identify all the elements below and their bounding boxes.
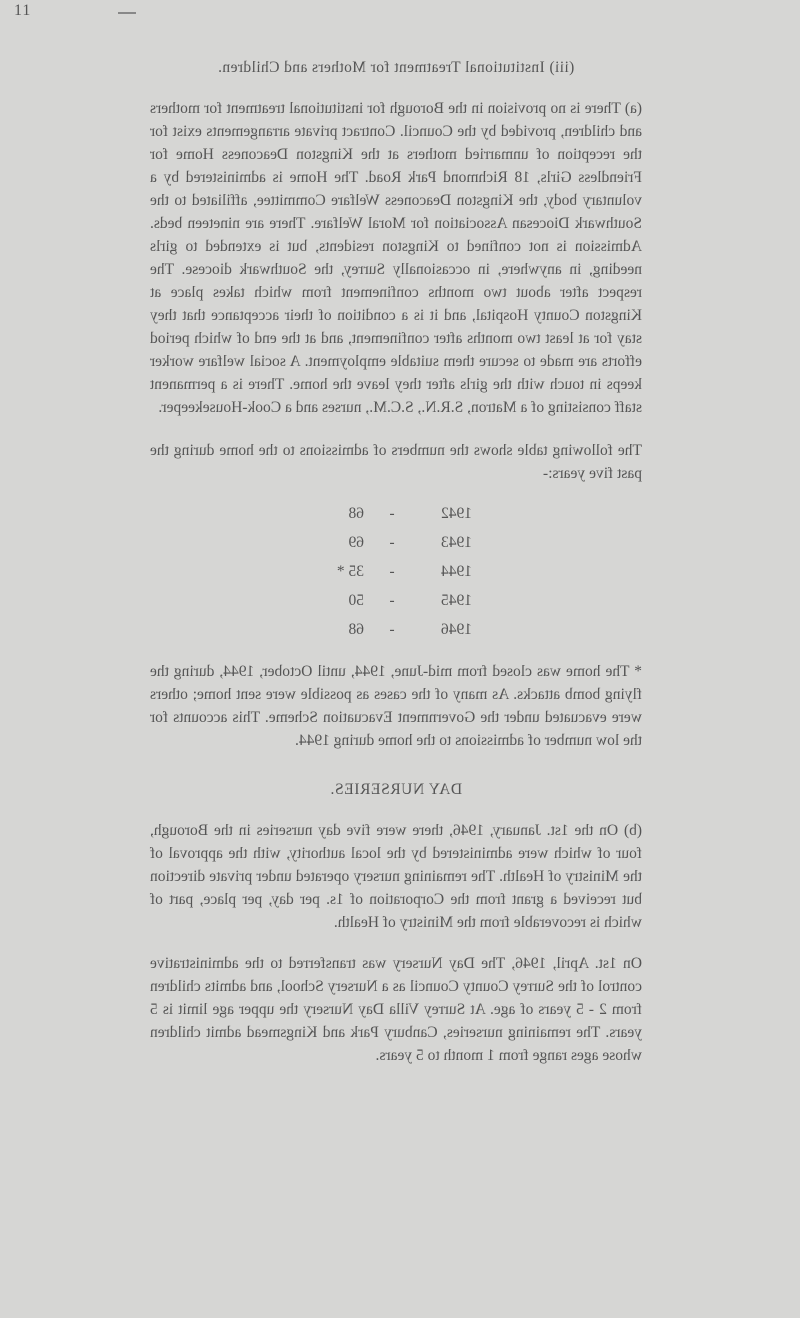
table-row <box>312 499 472 528</box>
corner-mark: 11 <box>14 2 32 19</box>
page-content <box>150 56 642 1067</box>
table-row <box>312 586 472 615</box>
dash-cell: - <box>389 505 395 522</box>
section-heading: (iii) Institutional Treatment for Mothers and Children. <box>217 59 575 76</box>
year-cell: 1944 <box>441 563 472 580</box>
year-cell: 1946 <box>441 621 472 638</box>
table-intro: The following table shows the numbers of admissions to the home during the past five years:- <box>150 442 642 482</box>
year-cell: 1945 <box>441 592 472 609</box>
paragraph-c: On 1st. April, 1946, The Day Nursery was transferred to the administrative control of the Surrey County Council as a Nursery School, and admits children from 2 - 5 years of age. At Surrey Villa Day Nursery the upper age limit is 5 years. The remaining nurseries, Canbury Park and Kingsmead admit children whose ages range from 1 month to 5 years. <box>150 955 642 1064</box>
table-row <box>312 557 472 586</box>
count-cell: 50 <box>348 592 364 609</box>
table-row <box>312 528 472 557</box>
paragraph-b: (b) On the 1st. January, 1946, there were five day nurseries in the Borough, four of which were administered by the local authority, with the approval of the Ministry of Health. The remaining nursery operated under private direction but received a grant from the Corporation of 1s. per day, per place, part of which is recoverable from the Ministry of Health. <box>150 822 642 931</box>
admissions-table <box>312 499 472 644</box>
table-row <box>312 615 472 644</box>
dash-cell: - <box>389 534 395 551</box>
year-cell: 1943 <box>441 534 472 551</box>
footnote: * The home was closed from mid-June, 1944, until October, 1944, during the flying bomb attacks. As many of the cases as possible were sent home; others were evacuated under the Government Evacuation Scheme. This accounts for the low number of admissions to the home during 1944. <box>150 663 642 749</box>
count-cell: 68 <box>348 505 364 522</box>
dash-cell: - <box>389 592 395 609</box>
dash-cell: - <box>389 621 395 638</box>
paragraph-a: (a) There is no provision in the Borough for institutional treatment for mothers and children, provided by the Council. Contract private arrangements exist for the reception of unmarried mothers at the Kingston Deaconess Home for Friendless Girls, 18 Richmond Park Road. The Home is administered by a voluntary body, the Kingston Deaconess Welfare Committee, affiliated to the Southwark Diocesan Association for Moral Welfare. There are nineteen beds. Admission is not confined to Kingston residents, but is extended to girls needing, in anywhere, in occasionally Surrey, the Southwark diocese. The respect after about two months confinement from which takes place at Kingston County Hospital, and it is a condition of their acceptance that they stay for at least two months after confinement, and at the end of which period efforts are made to secure them suitable employment. A social welfare worker keeps in touch with the girls after they leave the home. There is a permanent staff consisting of a Matron, S.R.N., S.C.M., nurses and a Cook-Housekeeper. <box>150 100 642 416</box>
count-cell: 35 * <box>336 563 364 580</box>
subheading-day-nurseries: DAY NURSERIES. <box>329 781 463 798</box>
dash-cell: - <box>389 563 395 580</box>
count-cell: 68 <box>348 621 364 638</box>
year-cell: 1942 <box>441 505 472 522</box>
count-cell: 69 <box>348 534 364 551</box>
